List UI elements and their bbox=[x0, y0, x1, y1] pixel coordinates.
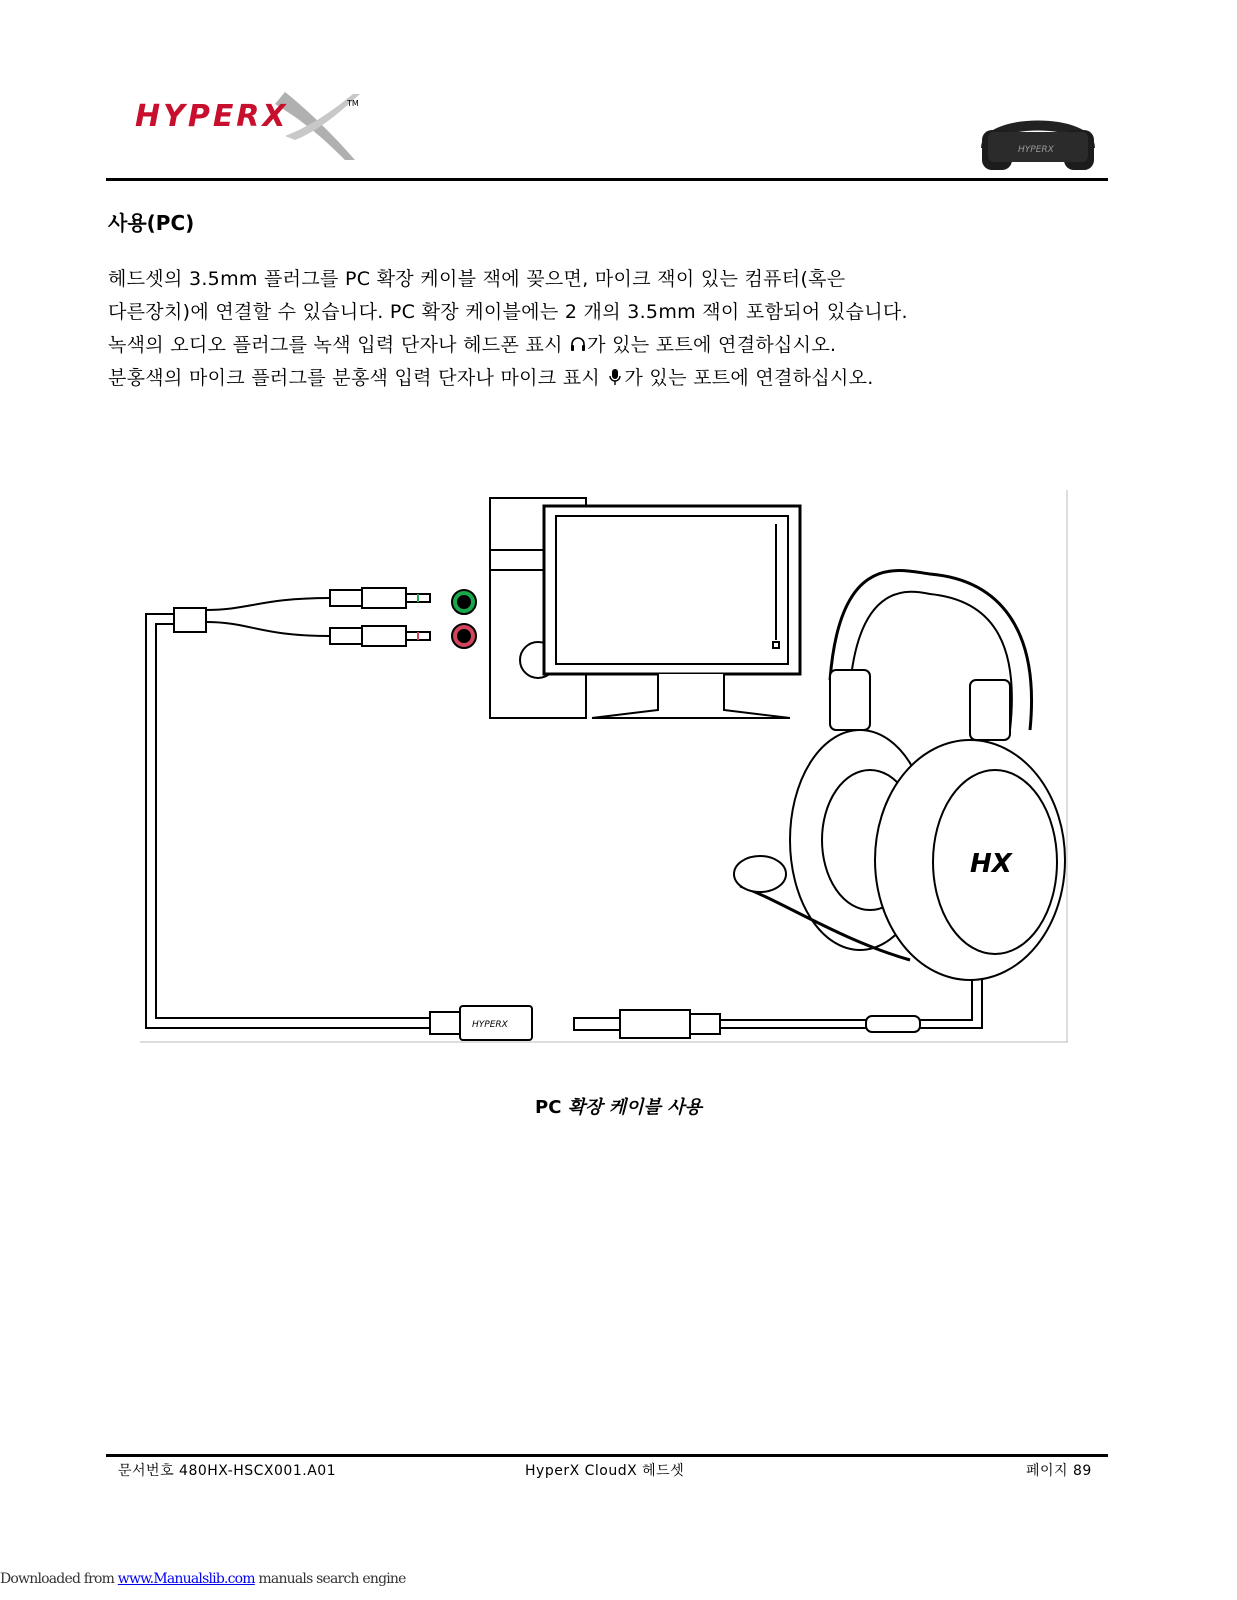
header-divider bbox=[106, 178, 1108, 181]
trademark: TM bbox=[347, 99, 359, 108]
page-number: 페이지 89 bbox=[1026, 1463, 1092, 1479]
body-line-2: 다른장치)에 연결할 수 있습니다. PC 확장 케이블에는 2 개의 3.5mm 잭이 포함되어 있습니다. bbox=[108, 301, 908, 323]
headset-thumbnail bbox=[978, 108, 1098, 176]
product-name: HyperX CloudX 헤드셋 bbox=[525, 1463, 685, 1479]
body-line-3 bbox=[108, 330, 836, 357]
download-credit bbox=[0, 1571, 406, 1587]
body-line-3-end: 가 있는 포트에 연결하십시오. bbox=[587, 334, 837, 356]
doc-number: 문서번호 480HX-HSCX001.A01 bbox=[118, 1463, 337, 1479]
download-prefix: Downloaded from bbox=[0, 1571, 118, 1587]
body-line-3-start: 녹색의 오디오 플러그를 녹색 입력 단자나 헤드폰 표시 bbox=[108, 334, 570, 356]
extension-adapter bbox=[430, 1006, 532, 1040]
headphone-plug bbox=[330, 588, 430, 608]
headset-plug bbox=[574, 954, 982, 1038]
thumb-logo: HYPERX bbox=[1018, 145, 1054, 155]
hyperx-logo bbox=[135, 92, 365, 162]
section-title: 사용(PC) bbox=[108, 211, 195, 235]
pc-extension-cable-diagram bbox=[140, 490, 1070, 1050]
microphone-icon bbox=[606, 368, 624, 386]
headphone-icon bbox=[569, 335, 587, 353]
footer-divider bbox=[106, 1454, 1108, 1457]
earcup-logo: HX bbox=[970, 849, 1012, 879]
body-line-1: 헤드셋의 3.5mm 플러그를 PC 확장 케이블 잭에 꽂으면, 마이크 잭이 있는 컴퓨터(혹은 bbox=[108, 268, 846, 290]
caption-italic: 확장 케이블 사용 bbox=[567, 1097, 702, 1118]
body-line-4-end: 가 있는 포트에 연결하십시오. bbox=[624, 367, 874, 389]
microphone-plug bbox=[330, 626, 430, 646]
figure-caption bbox=[0, 1093, 1237, 1119]
manualslib-link[interactable]: www.Manualslib.com bbox=[117, 1571, 255, 1587]
logo-text: HYPERX bbox=[135, 99, 289, 134]
body-line-4-start: 분홍색의 마이크 플러그를 분홍색 입력 단자나 마이크 표시 bbox=[108, 367, 607, 389]
caption-bold: PC bbox=[535, 1097, 568, 1118]
body-line-4 bbox=[108, 363, 874, 390]
download-suffix: manuals search engine bbox=[254, 1571, 406, 1587]
adapter-logo: HYPERX bbox=[472, 1020, 508, 1030]
